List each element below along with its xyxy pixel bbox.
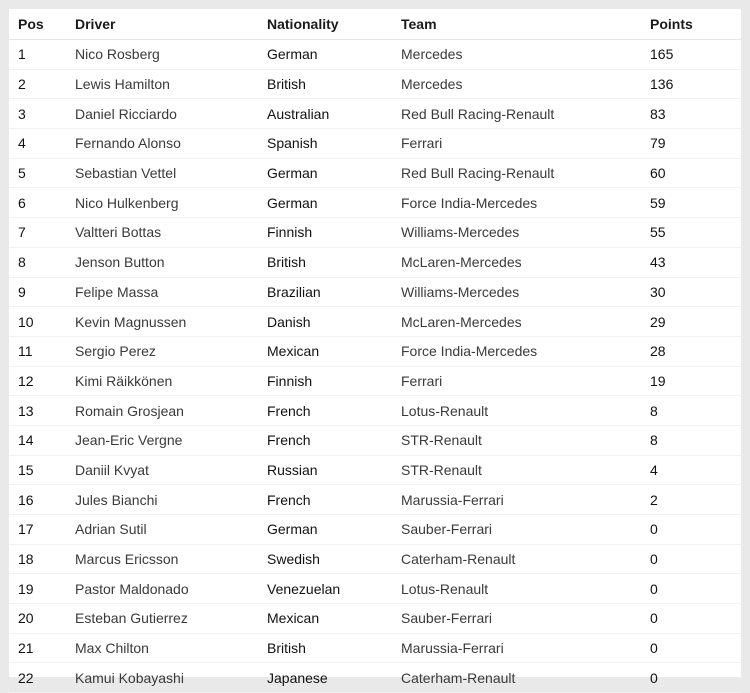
table-row (9, 188, 741, 218)
cell-points: 8 (650, 425, 741, 455)
cell-pos: 19 (9, 574, 75, 604)
cell-points: 8 (650, 396, 741, 426)
cell-points: 2 (650, 485, 741, 515)
cell-pos: 17 (9, 515, 75, 545)
cell-pos: 6 (9, 188, 75, 218)
cell-points: 60 (650, 158, 741, 188)
cell-pos: 16 (9, 485, 75, 515)
cell-points: 28 (650, 336, 741, 366)
cell-driver: Marcus Ericsson (75, 544, 267, 574)
cell-nationality: Swedish (267, 544, 401, 574)
cell-points: 0 (650, 574, 741, 604)
cell-pos: 21 (9, 633, 75, 663)
cell-points: 165 (650, 40, 741, 70)
cell-points: 19 (650, 366, 741, 396)
cell-driver: Kamui Kobayashi (75, 663, 267, 693)
cell-pos: 9 (9, 277, 75, 307)
cell-pos: 8 (9, 247, 75, 277)
cell-points: 0 (650, 663, 741, 693)
cell-team: Red Bull Racing-Renault (401, 158, 650, 188)
table-row (9, 455, 741, 485)
cell-pos: 12 (9, 366, 75, 396)
cell-pos: 14 (9, 425, 75, 455)
cell-nationality: British (267, 69, 401, 99)
cell-driver: Max Chilton (75, 633, 267, 663)
cell-points: 0 (650, 544, 741, 574)
table-row (9, 396, 741, 426)
cell-pos: 1 (9, 40, 75, 70)
cell-points: 30 (650, 277, 741, 307)
cell-points: 59 (650, 188, 741, 218)
table-row (9, 307, 741, 337)
cell-driver: Felipe Massa (75, 277, 267, 307)
cell-driver: Nico Hulkenberg (75, 188, 267, 218)
cell-points: 55 (650, 218, 741, 248)
cell-driver: Jean-Eric Vergne (75, 425, 267, 455)
cell-driver: Kimi Räikkönen (75, 366, 267, 396)
cell-points: 43 (650, 247, 741, 277)
cell-team: STR-Renault (401, 425, 650, 455)
cell-points: 29 (650, 307, 741, 337)
cell-nationality: British (267, 247, 401, 277)
cell-driver: Nico Rosberg (75, 40, 267, 70)
cell-team: McLaren-Mercedes (401, 307, 650, 337)
table-row (9, 604, 741, 634)
cell-team: STR-Renault (401, 455, 650, 485)
cell-nationality: Japanese (267, 663, 401, 693)
cell-nationality: Mexican (267, 336, 401, 366)
table-row (9, 633, 741, 663)
column-header-pos[interactable]: Pos (9, 9, 75, 40)
cell-nationality: German (267, 158, 401, 188)
cell-pos: 4 (9, 129, 75, 159)
cell-nationality: Finnish (267, 366, 401, 396)
table-row (9, 425, 741, 455)
cell-team: Lotus-Renault (401, 574, 650, 604)
cell-pos: 11 (9, 336, 75, 366)
cell-driver: Romain Grosjean (75, 396, 267, 426)
cell-nationality: Brazilian (267, 277, 401, 307)
cell-pos: 5 (9, 158, 75, 188)
cell-driver: Esteban Gutierrez (75, 604, 267, 634)
cell-team: Mercedes (401, 40, 650, 70)
cell-nationality: Finnish (267, 218, 401, 248)
cell-nationality: German (267, 515, 401, 545)
cell-driver: Pastor Maldonado (75, 574, 267, 604)
cell-nationality: German (267, 188, 401, 218)
cell-nationality: Russian (267, 455, 401, 485)
cell-team: Marussia-Ferrari (401, 633, 650, 663)
cell-team: Sauber-Ferrari (401, 604, 650, 634)
cell-team: Force India-Mercedes (401, 336, 650, 366)
cell-driver: Valtteri Bottas (75, 218, 267, 248)
standings-panel (9, 9, 741, 686)
table-row (9, 485, 741, 515)
cell-driver: Jules Bianchi (75, 485, 267, 515)
table-row (9, 544, 741, 574)
table-row (9, 99, 741, 129)
column-header-nationality[interactable]: Nationality (267, 9, 401, 40)
table-row (9, 40, 741, 70)
cell-driver: Lewis Hamilton (75, 69, 267, 99)
cell-pos: 7 (9, 218, 75, 248)
cell-driver: Sebastian Vettel (75, 158, 267, 188)
cell-nationality: Venezuelan (267, 574, 401, 604)
table-row (9, 366, 741, 396)
cell-nationality: German (267, 40, 401, 70)
cell-points: 79 (650, 129, 741, 159)
cell-pos: 2 (9, 69, 75, 99)
cell-pos: 13 (9, 396, 75, 426)
cell-team: Lotus-Renault (401, 396, 650, 426)
table-row (9, 69, 741, 99)
cell-nationality: British (267, 633, 401, 663)
cell-points: 4 (650, 455, 741, 485)
cell-nationality: Spanish (267, 129, 401, 159)
cell-points: 0 (650, 633, 741, 663)
cell-points: 0 (650, 604, 741, 634)
cell-pos: 15 (9, 455, 75, 485)
table-row (9, 663, 741, 693)
cell-points: 83 (650, 99, 741, 129)
cell-team: Caterham-Renault (401, 663, 650, 693)
table-row (9, 515, 741, 545)
driver-standings-table (9, 9, 741, 693)
cell-pos: 22 (9, 663, 75, 693)
cell-team: Caterham-Renault (401, 544, 650, 574)
table-row (9, 158, 741, 188)
cell-nationality: French (267, 425, 401, 455)
cell-nationality: Australian (267, 99, 401, 129)
table-row (9, 129, 741, 159)
column-header-points[interactable]: Points (650, 9, 741, 40)
cell-team: Williams-Mercedes (401, 218, 650, 248)
cell-driver: Kevin Magnussen (75, 307, 267, 337)
table-header-row (9, 9, 741, 40)
cell-team: Ferrari (401, 366, 650, 396)
cell-driver: Sergio Perez (75, 336, 267, 366)
cell-team: Ferrari (401, 129, 650, 159)
cell-driver: Fernando Alonso (75, 129, 267, 159)
column-header-team[interactable]: Team (401, 9, 650, 40)
table-row (9, 336, 741, 366)
cell-team: McLaren-Mercedes (401, 247, 650, 277)
cell-team: Marussia-Ferrari (401, 485, 650, 515)
cell-nationality: Danish (267, 307, 401, 337)
cell-points: 136 (650, 69, 741, 99)
cell-nationality: Mexican (267, 604, 401, 634)
cell-team: Sauber-Ferrari (401, 515, 650, 545)
table-row (9, 218, 741, 248)
column-header-driver[interactable]: Driver (75, 9, 267, 40)
cell-team: Force India-Mercedes (401, 188, 650, 218)
cell-driver: Jenson Button (75, 247, 267, 277)
cell-nationality: French (267, 396, 401, 426)
cell-pos: 10 (9, 307, 75, 337)
cell-pos: 20 (9, 604, 75, 634)
cell-points: 0 (650, 515, 741, 545)
table-row (9, 574, 741, 604)
table-row (9, 277, 741, 307)
cell-team: Williams-Mercedes (401, 277, 650, 307)
cell-pos: 3 (9, 99, 75, 129)
cell-team: Mercedes (401, 69, 650, 99)
cell-driver: Adrian Sutil (75, 515, 267, 545)
table-row (9, 247, 741, 277)
cell-team: Red Bull Racing-Renault (401, 99, 650, 129)
cell-driver: Daniil Kvyat (75, 455, 267, 485)
cell-pos: 18 (9, 544, 75, 574)
cell-nationality: French (267, 485, 401, 515)
cell-driver: Daniel Ricciardo (75, 99, 267, 129)
